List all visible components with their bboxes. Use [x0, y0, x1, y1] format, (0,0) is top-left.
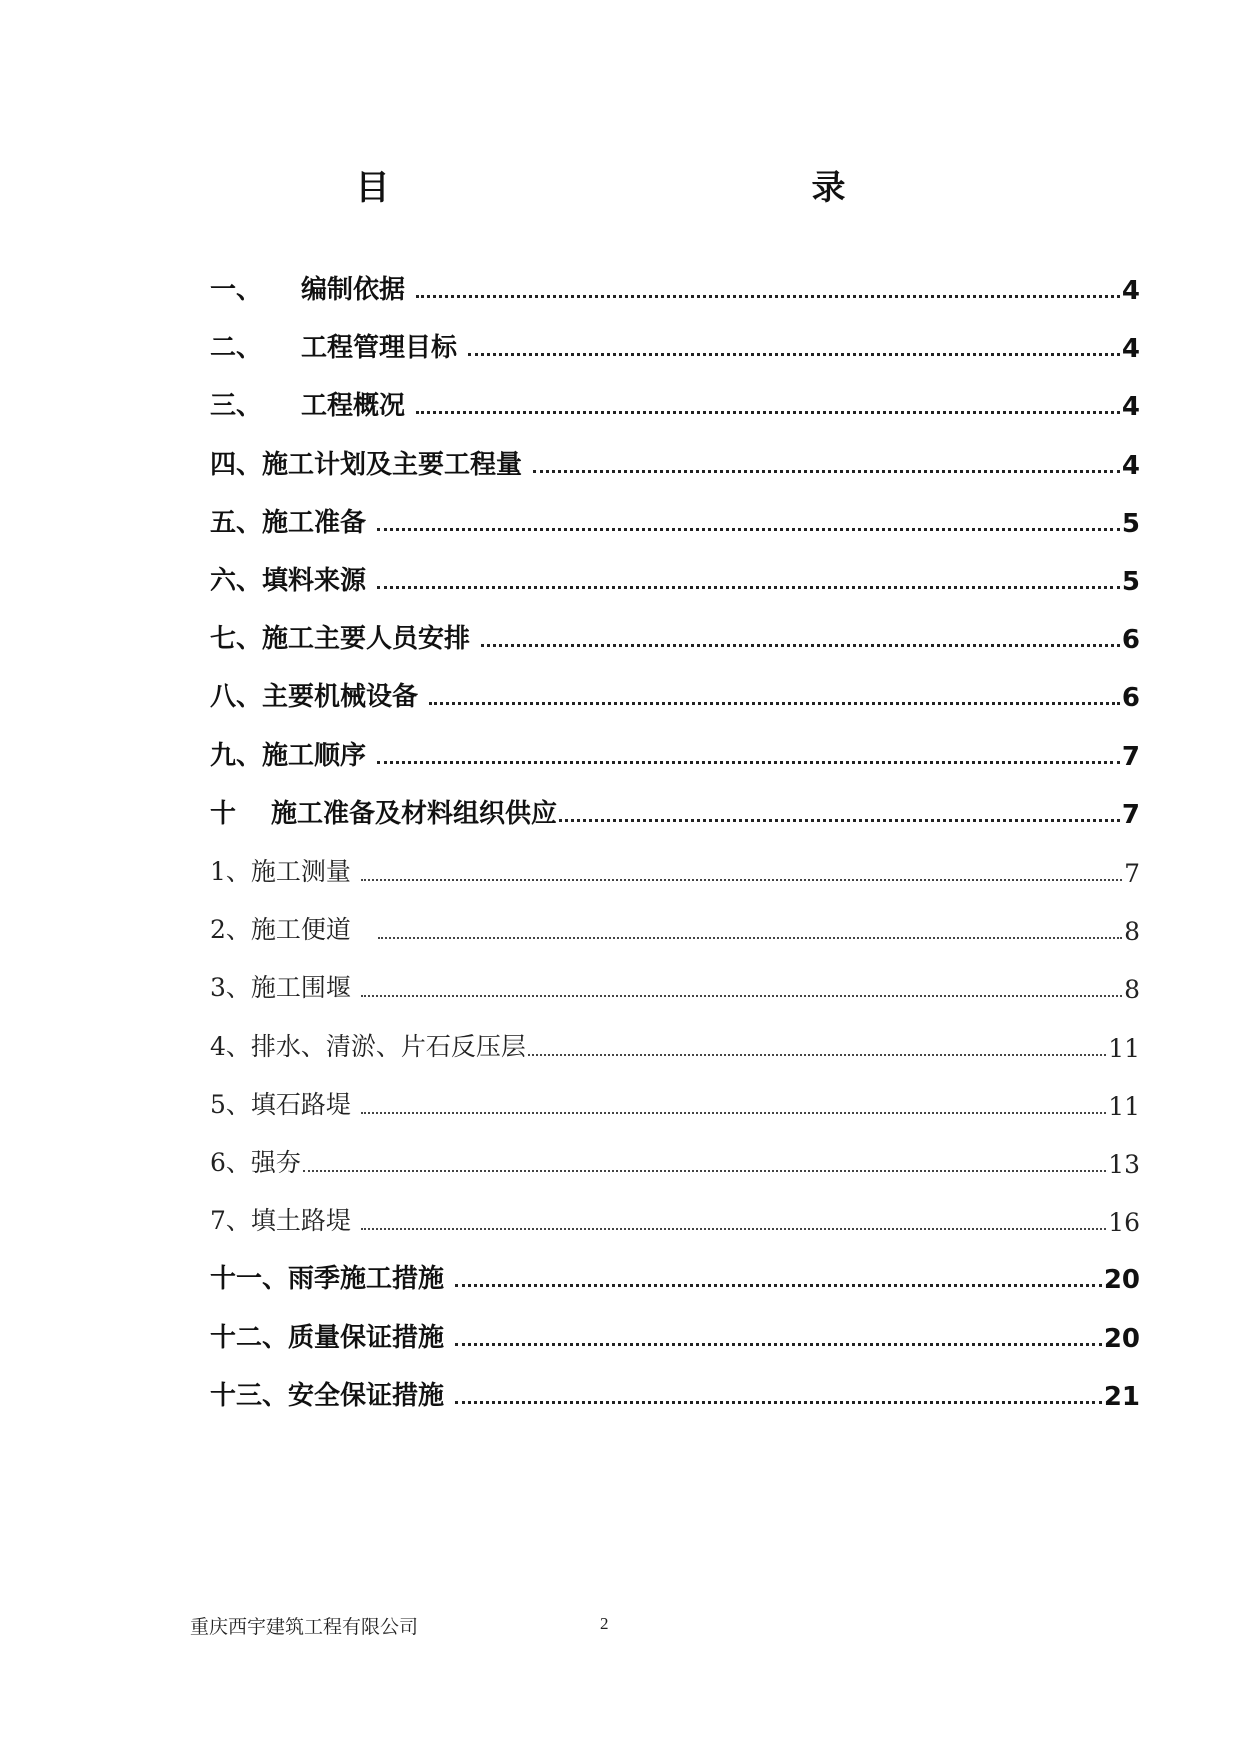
toc-entry[interactable] [210, 1310, 1140, 1354]
toc-entry[interactable] [210, 1135, 1140, 1179]
toc-entry-label: 3、施工围堰 [210, 973, 359, 1003]
toc-entry-label: 三、 工程概况 [210, 391, 415, 422]
toc-entry-page: 6 [1121, 683, 1140, 714]
toc-entry-label: 九、施工顺序 [210, 740, 376, 771]
toc-entry-label: 7、填土路堤 [210, 1206, 359, 1236]
toc-entry[interactable] [210, 669, 1140, 713]
toc-leader-dots [455, 1284, 1102, 1287]
toc-entry-label: 五、施工准备 [210, 507, 376, 538]
toc-entry-label: 二、 工程管理目标 [210, 333, 467, 364]
toc-entry[interactable] [210, 728, 1140, 772]
toc-entry-page: 13 [1108, 1150, 1140, 1179]
toc-entry-page: 4 [1121, 392, 1140, 423]
toc-entry-page: 4 [1121, 276, 1140, 306]
toc-entry-page: 11 [1108, 1033, 1140, 1063]
toc-entry[interactable] [210, 611, 1140, 655]
toc-entry-label: 十三、安全保证措施 [210, 1380, 454, 1411]
toc-leader-dots [429, 702, 1120, 705]
toc-entry-page: 8 [1124, 917, 1140, 947]
toc-entry-page: 6 [1121, 625, 1140, 656]
toc-entry[interactable] [210, 1077, 1140, 1121]
footer-page-number: 2 [600, 1614, 609, 1633]
toc-entry[interactable] [210, 1193, 1140, 1237]
toc-entry[interactable] [210, 844, 1140, 888]
toc-entry-label: 2、施工便道 [210, 915, 376, 945]
toc-leader-dots [481, 644, 1120, 647]
toc-entry[interactable] [210, 553, 1140, 597]
toc-leader-dots [559, 819, 1120, 822]
toc-entry-page: 5 [1121, 567, 1140, 597]
toc-entry-label: 1、施工测量 [210, 857, 359, 886]
toc-entry-label: 八、主要机械设备 [210, 682, 428, 713]
toc-entry-label: 6、强夯 [210, 1148, 301, 1177]
toc-entry[interactable] [210, 437, 1140, 481]
toc-leader-dots [361, 1112, 1106, 1114]
toc-leader-dots [455, 1343, 1102, 1346]
toc-leader-dots [455, 1401, 1102, 1404]
toc-leader-dots [416, 295, 1120, 298]
toc-entry-label: 四、施工计划及主要工程量 [210, 449, 532, 480]
toc-entry-label: 十二、质量保证措施 [210, 1322, 454, 1353]
toc-entry-label: 十一、雨季施工措施 [210, 1264, 454, 1295]
toc-entry-page: 20 [1103, 1323, 1140, 1354]
toc-entry-label: 5、填石路堤 [210, 1089, 359, 1119]
toc-entry[interactable] [210, 320, 1140, 364]
toc-entry-page: 7 [1121, 741, 1140, 772]
toc-leader-dots [416, 411, 1120, 414]
toc-entry-page: 21 [1103, 1381, 1140, 1412]
toc-leader-dots [468, 353, 1120, 356]
toc-leader-dots [361, 1228, 1106, 1230]
toc-entry-label: 六、填料来源 [210, 566, 376, 596]
toc-leader-dots [361, 995, 1122, 997]
toc-entry[interactable] [210, 902, 1140, 946]
toc-entry-page: 16 [1108, 1208, 1140, 1238]
toc-entry-page: 4 [1121, 450, 1140, 481]
toc-entry-page: 8 [1124, 975, 1140, 1005]
toc-entry[interactable] [210, 495, 1140, 539]
footer-company: 重庆西宇建筑工程有限公司 [190, 1616, 419, 1638]
toc-entry-label: 十 施工准备及材料组织供应 [210, 798, 558, 829]
toc-leader-dots [377, 528, 1120, 531]
toc-leader-dots [303, 1170, 1106, 1172]
toc-entry[interactable] [210, 1368, 1140, 1412]
toc-leader-dots [378, 937, 1122, 939]
toc-leader-dots [377, 761, 1120, 764]
toc-entry[interactable] [210, 378, 1140, 422]
toc-entry-page: 7 [1124, 859, 1140, 888]
toc-entry[interactable] [210, 1251, 1140, 1295]
toc-entry[interactable] [210, 1019, 1140, 1063]
toc-entry-page: 4 [1121, 334, 1140, 365]
toc-entry-page: 11 [1108, 1091, 1140, 1121]
toc-leader-dots [377, 586, 1120, 589]
toc-leader-dots [361, 879, 1122, 881]
page-title: 目 录 [355, 168, 926, 208]
toc-entry-label: 4、排水、清淤、片石反压层 [210, 1031, 526, 1061]
toc-entry-page: 20 [1103, 1265, 1140, 1296]
toc-leader-dots [528, 1054, 1106, 1056]
toc-leader-dots [533, 470, 1120, 473]
toc-entry[interactable] [210, 786, 1140, 830]
toc-entry[interactable] [210, 262, 1140, 306]
toc-entry-label: 七、施工主要人员安排 [210, 624, 480, 655]
toc-entry-page: 7 [1121, 799, 1140, 830]
toc-entry-label: 一、 编制依据 [210, 275, 415, 305]
toc-entry-page: 5 [1121, 508, 1140, 539]
toc-entry[interactable] [210, 960, 1140, 1004]
